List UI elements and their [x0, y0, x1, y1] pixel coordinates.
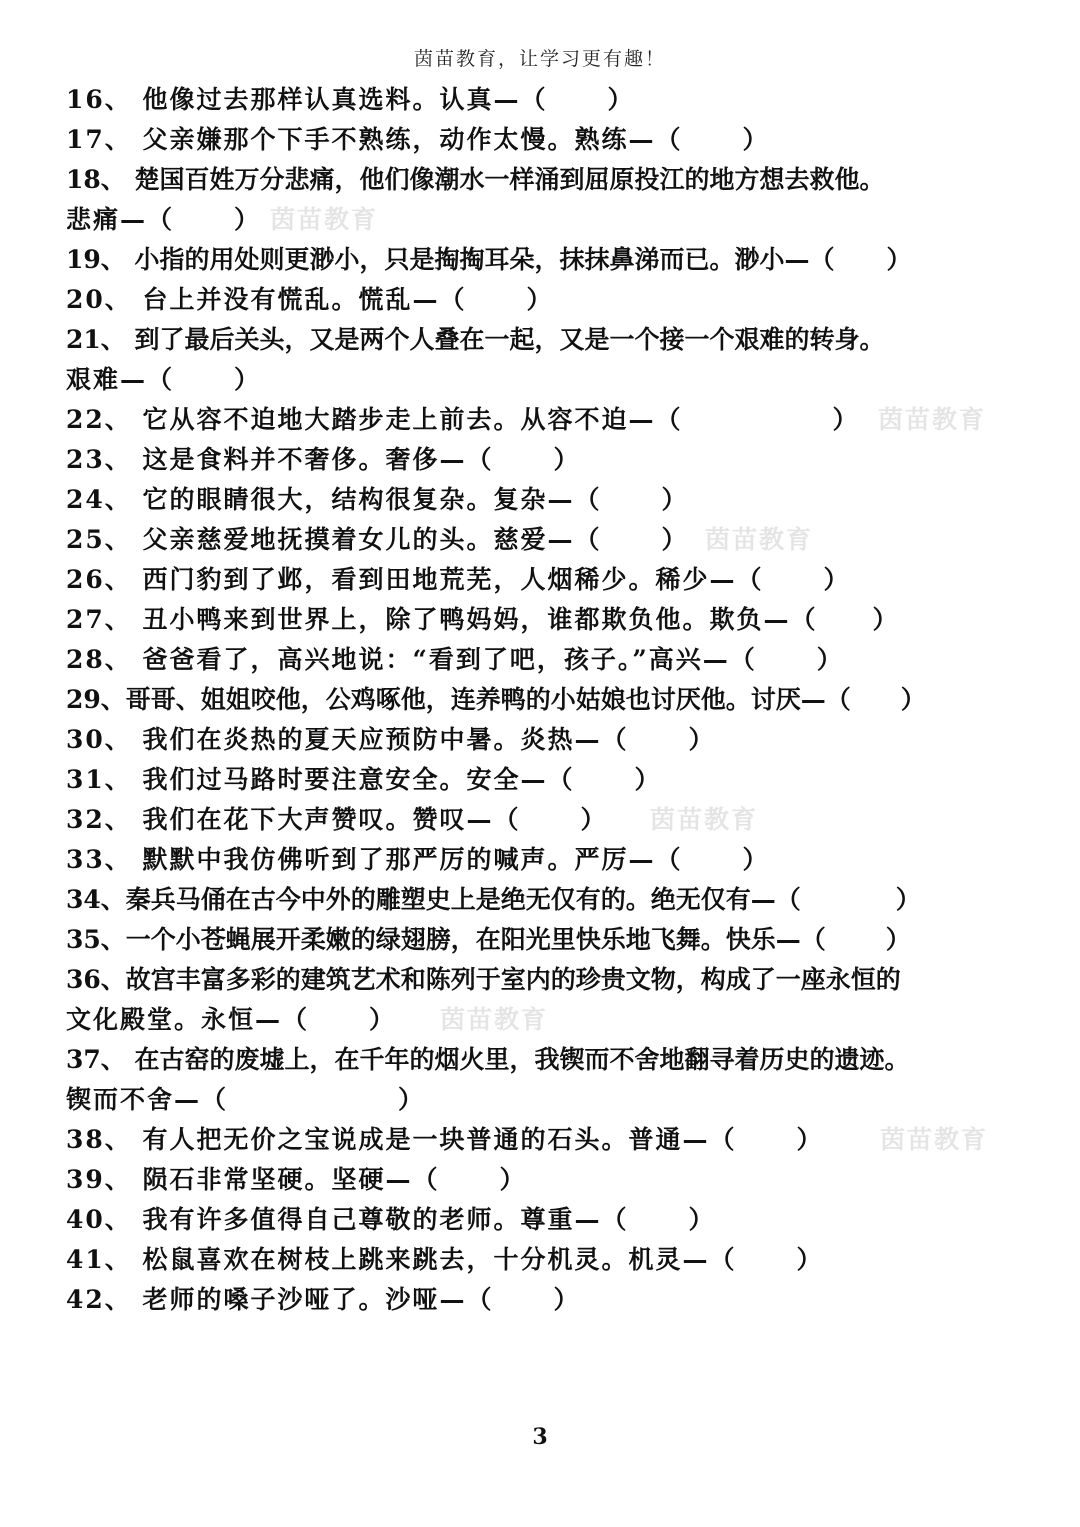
- exercise-line: 20、 台上并没有慌乱。慌乱—（ ）: [66, 285, 554, 314]
- exercise-line: 27、 丑小鸭来到世界上，除了鸭妈妈，谁都欺负他。欺负—（ ）: [66, 605, 900, 634]
- watermark: 茵苗教育: [650, 805, 759, 834]
- exercise-line: 19、 小指的用处则更渺小，只是掏掏耳朵，抹抹鼻涕而已。渺小—（ ）: [66, 245, 912, 274]
- exercise-line: 41、 松鼠喜欢在树枝上跳来跳去，十分机灵。机灵—（ ）: [66, 1245, 824, 1274]
- exercise-line: 34、秦兵马俑在古今中外的雕塑史上是绝无仅有的。绝无仅有—（ ）: [66, 885, 921, 914]
- exercise-line: 31、 我们过马路时要注意安全。安全—（ ）: [66, 765, 662, 794]
- watermark: 茵苗教育: [880, 1125, 989, 1154]
- exercise-line: 35、一个小苍蝇展开柔嫩的绿翅膀，在阳光里快乐地飞舞。快乐—（ ）: [66, 925, 911, 954]
- watermark: 茵苗教育: [705, 525, 814, 554]
- exercise-line: 33、 默默中我仿佛听到了那严厉的喊声。严厉—（ ）: [66, 845, 770, 874]
- exercise-line: 文化殿堂。永恒—（ ）: [66, 1005, 397, 1034]
- exercise-line: 39、 陨石非常坚硬。坚硬—（ ）: [66, 1165, 527, 1194]
- exercise-line: 30、 我们在炎热的夏天应预防中暑。炎热—（ ）: [66, 725, 716, 754]
- exercise-line: 21、 到了最后关头，又是两个人叠在一起，又是一个接一个艰难的转身。: [66, 325, 885, 354]
- exercise-line: 29、哥哥、姐姐咬他，公鸡啄他，连养鸭的小姑娘也讨厌他。讨厌—（ ）: [66, 685, 926, 714]
- page-header: 茵苗教育，让学习更有趣！: [413, 48, 666, 70]
- exercise-line: 16、 他像过去那样认真选料。认真—（ ）: [66, 85, 635, 114]
- watermark: 茵苗教育: [270, 205, 379, 234]
- exercise-line: 40、 我有许多值得自己尊敬的老师。尊重—（ ）: [66, 1205, 716, 1234]
- watermark: 茵苗教育: [440, 1005, 549, 1034]
- watermark: 茵苗教育: [878, 405, 987, 434]
- exercise-line: 艰难—（ ）: [66, 365, 262, 394]
- exercise-line: 26、 西门豹到了邺，看到田地荒芜，人烟稀少。稀少—（ ）: [66, 565, 851, 594]
- exercise-line: 锲而不舍—（ ）: [66, 1085, 426, 1114]
- exercise-line: 22、 它从容不迫地大踏步走上前去。从容不迫—（ ）: [66, 405, 860, 434]
- exercise-line: 32、 我们在花下大声赞叹。赞叹—（ ）: [66, 805, 608, 834]
- exercise-line: 38、 有人把无价之宝说成是一块普通的石头。普通—（ ）: [66, 1125, 824, 1154]
- exercise-line: 悲痛—（ ）: [66, 205, 262, 234]
- exercise-line: 37、 在古窑的废墟上，在千年的烟火里，我锲而不舍地翻寻着历史的遗迹。: [66, 1045, 910, 1074]
- exercise-line: 17、 父亲嫌那个下手不熟练，动作太慢。熟练—（ ）: [66, 125, 770, 154]
- exercise-line: 24、 它的眼睛很大，结构很复杂。复杂—（ ）: [66, 485, 689, 514]
- exercise-line: 23、 这是食料并不奢侈。奢侈—（ ）: [66, 445, 581, 474]
- exercise-line: 42、 老师的嗓子沙哑了。沙哑—（ ）: [66, 1285, 581, 1314]
- exercise-line: 25、 父亲慈爱地抚摸着女儿的头。慈爱—（ ）: [66, 525, 689, 554]
- page-number: 3: [532, 1424, 548, 1450]
- exercise-line: 18、 楚国百姓万分悲痛，他们像潮水一样涌到屈原投江的地方想去救他。: [66, 165, 885, 194]
- exercise-line: 36、故宫丰富多彩的建筑艺术和陈列于室内的珍贵文物，构成了一座永恒的: [66, 965, 901, 994]
- exercise-line: 28、 爸爸看了，高兴地说：“看到了吧，孩子。”高兴—（ ）: [66, 645, 844, 674]
